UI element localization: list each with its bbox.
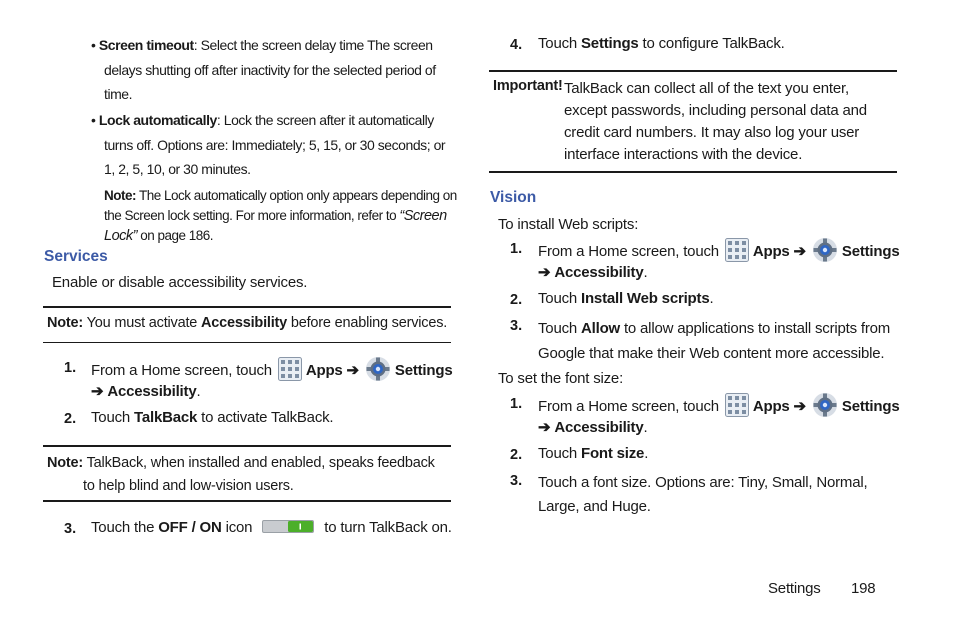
settings-gear-icon	[365, 356, 391, 382]
text: to configure TalkBack.	[638, 35, 785, 52]
text-bold: Accessibility	[554, 419, 644, 436]
bullet-dot: •	[91, 112, 96, 128]
step-number: 2.	[510, 447, 523, 463]
text: From a Home screen, touch	[538, 398, 719, 415]
divider	[43, 342, 451, 343]
step-number: 2.	[510, 292, 523, 308]
text-bold: Settings	[581, 35, 639, 52]
arrow-icon: ➔	[538, 264, 551, 281]
step-number: 4.	[510, 37, 523, 53]
text: icon	[221, 519, 253, 536]
footer-page-number: 198	[851, 580, 876, 597]
section-heading-services: Services	[44, 248, 108, 265]
web-step-1-line1	[538, 237, 899, 264]
text-bold: Accessibility	[200, 315, 288, 331]
text: Google that make their Web content more accessible.	[538, 345, 885, 362]
text: Touch the	[91, 519, 159, 536]
text: Touch a font size. Options are: Tiny, Small, Normal,	[538, 474, 868, 491]
web-scripts-intro: To install Web scripts:	[498, 216, 639, 233]
note-talkback	[47, 452, 435, 498]
step-3	[91, 519, 452, 536]
step-1-line1	[91, 356, 452, 383]
apps-label: Apps	[305, 362, 343, 379]
text: delays shutting off after inactivity for the selected period of	[104, 61, 436, 78]
arrow-icon: ➔	[91, 383, 104, 400]
text: Touch	[538, 290, 581, 307]
apps-label: Apps	[752, 243, 790, 260]
text: on page 186.	[136, 228, 214, 243]
divider	[43, 445, 451, 447]
text: to activate TalkBack.	[197, 409, 334, 426]
text: turns off. Options are: Immediately; 5, 15, or 30 seconds; or	[104, 136, 446, 153]
important-label: Important!	[493, 78, 563, 94]
step-number: 3.	[510, 318, 523, 334]
apps-icon	[725, 238, 749, 262]
text-bold: Font size	[581, 445, 645, 462]
term-screen-timeout: Screen timeout	[98, 37, 194, 53]
step-number: 1.	[510, 396, 523, 412]
step-number: 2.	[64, 411, 77, 427]
text: From a Home screen, touch	[91, 362, 272, 379]
link-screen-lock[interactable]: Lock”	[104, 228, 137, 244]
font-size-intro: To set the font size:	[498, 370, 624, 387]
arrow-icon: ➔	[346, 362, 359, 379]
text: : Lock the screen after it automatically	[216, 112, 434, 128]
text: to allow applications to install scripts from	[620, 320, 891, 337]
text: TalkBack, when installed and enabled, speaks feedback	[83, 455, 435, 471]
arrow-icon: ➔	[538, 419, 551, 436]
text: The Lock automatically option only appears depending on	[136, 188, 457, 203]
apps-icon	[278, 357, 302, 381]
text: except passwords, including personal data and	[564, 102, 867, 119]
font-step-2	[538, 445, 648, 462]
text: interface interactions with the device.	[564, 146, 803, 163]
note-label: Note:	[47, 315, 84, 331]
web-step-3	[538, 316, 890, 366]
settings-gear-icon	[812, 392, 838, 418]
text: time.	[104, 86, 133, 102]
step-2	[91, 409, 333, 426]
note-activate-accessibility	[47, 315, 447, 331]
step-number: 3.	[64, 521, 77, 537]
text: Large, and Huge.	[538, 498, 651, 515]
text: .	[643, 264, 648, 281]
text: Touch	[538, 35, 581, 52]
text-bold: Accessibility	[107, 383, 197, 400]
text-bold: Allow	[581, 320, 620, 337]
divider	[489, 171, 897, 173]
divider	[43, 500, 451, 502]
footer-section-name: Settings	[768, 580, 821, 597]
text: before enabling services.	[287, 315, 448, 331]
important-text	[564, 78, 867, 166]
note-label: Note:	[47, 455, 84, 471]
bullet-lock-automatically	[91, 108, 451, 182]
text: 1, 2, 5, 10, or 30 minutes.	[104, 161, 251, 177]
web-step-2	[538, 290, 713, 307]
text: Touch	[538, 445, 581, 462]
apps-label: Apps	[752, 398, 790, 415]
settings-gear-icon	[812, 237, 838, 263]
text: .	[709, 290, 714, 307]
text-bold: Accessibility	[554, 264, 644, 281]
step-number: 3.	[510, 473, 523, 489]
font-step-3	[538, 471, 867, 519]
on-off-toggle-icon	[262, 520, 314, 533]
text: .	[196, 383, 201, 400]
note-lock-option	[104, 186, 457, 246]
text: credit card numbers. It may also log your user	[564, 124, 860, 141]
settings-label: Settings	[841, 243, 900, 260]
settings-label: Settings	[841, 398, 900, 415]
bullet-dot: •	[91, 37, 96, 53]
text-bold: TalkBack	[134, 409, 198, 426]
web-step-1-line2	[538, 263, 647, 281]
divider	[43, 306, 451, 308]
step-number: 1.	[64, 360, 77, 376]
arrow-icon: ➔	[793, 398, 806, 415]
section-heading-vision: Vision	[490, 189, 537, 206]
text: You must activate	[83, 315, 201, 331]
divider	[489, 70, 897, 72]
text: .	[643, 419, 648, 436]
text: From a Home screen, touch	[538, 243, 719, 260]
text: to help blind and low-vision users.	[83, 478, 294, 494]
text: to turn TalkBack on.	[324, 519, 452, 536]
services-intro: Enable or disable accessibility services.	[52, 274, 308, 291]
text: : Select the screen delay time The screen	[193, 37, 433, 53]
font-step-1-line2	[538, 418, 647, 436]
arrow-icon: ➔	[793, 243, 806, 260]
apps-icon	[725, 393, 749, 417]
settings-label: Settings	[394, 362, 453, 379]
text: .	[644, 445, 649, 462]
text: Touch	[91, 409, 134, 426]
link-screen-lock[interactable]: “Screen	[399, 208, 447, 224]
note-label: Note:	[104, 188, 136, 203]
step-number: 1.	[510, 241, 523, 257]
step-1-line2	[91, 382, 200, 400]
text-bold: Install Web scripts	[581, 290, 710, 307]
text: TalkBack can collect all of the text you enter,	[564, 80, 849, 97]
text: the Screen lock setting. For more information, refer to	[104, 208, 400, 223]
term-lock-automatically: Lock automatically	[98, 112, 217, 128]
bullet-screen-timeout	[91, 33, 451, 107]
text: Touch	[538, 320, 581, 337]
text-bold: OFF / ON	[158, 519, 222, 536]
font-step-1-line1	[538, 392, 899, 419]
step-4	[538, 35, 785, 52]
